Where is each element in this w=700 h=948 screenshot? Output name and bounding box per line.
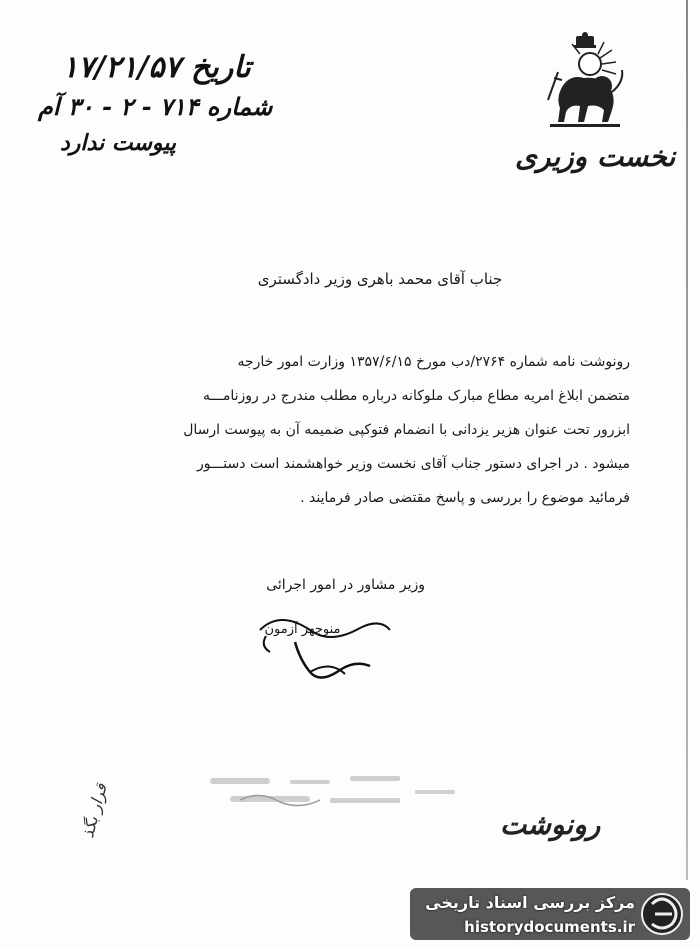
handwritten-signature-icon	[240, 600, 440, 690]
page-edge-line	[686, 0, 688, 880]
body-line: فرمائید موضوع را بررسی و پاسخ مقتضی صادر فرمایند .	[300, 490, 630, 506]
body-line: ابزرور تحت عنوان هزیر یزدانی با انضمام فتوکپی ضمیمه آن به پیوست ارسال	[183, 422, 630, 438]
lion-and-sun-emblem-icon	[540, 32, 630, 132]
watermark-url[interactable]: historydocuments.ir	[464, 918, 635, 936]
number-handwritten: شماره ۷۱۴ - ۲ - ۳۰ آم	[38, 92, 273, 121]
side-handwritten-note: قرار بگذ	[78, 781, 111, 840]
body-line: میشود . در اجرای دستور جناب آقای نخست وزیر خواهشمند است دستـــور	[197, 456, 630, 472]
bottom-handwritten-note: رونوشت	[500, 808, 601, 841]
faded-stamp-icon	[200, 770, 470, 815]
addressee: جناب آقای محمد باهری وزیر دادگستری	[257, 270, 503, 288]
body-line: رونوشت نامه شماره ۲۷۶۴/دب مورخ ۱۳۵۷/۶/۱۵ وزارت امور خارجه	[237, 354, 630, 370]
office-title: نخست وزیری	[515, 140, 676, 173]
signer-title: وزیر مشاور در امور اجرائی	[266, 577, 425, 593]
attachment-handwritten: پیوست ندارد	[60, 130, 177, 156]
body-line: متضمن ابلاغ امریه مطاع مبارک ملوکانه درباره مطلب مندرج در روزنامـــه	[203, 388, 630, 404]
watermark-title: مرکز بررسی اسناد تاریخی	[425, 893, 635, 912]
date-handwritten: تاریخ ۱۷/۲۱/۵۷	[62, 50, 251, 85]
signer-name: منوچهر آزمون	[264, 622, 341, 637]
letter-body	[183, 345, 630, 515]
